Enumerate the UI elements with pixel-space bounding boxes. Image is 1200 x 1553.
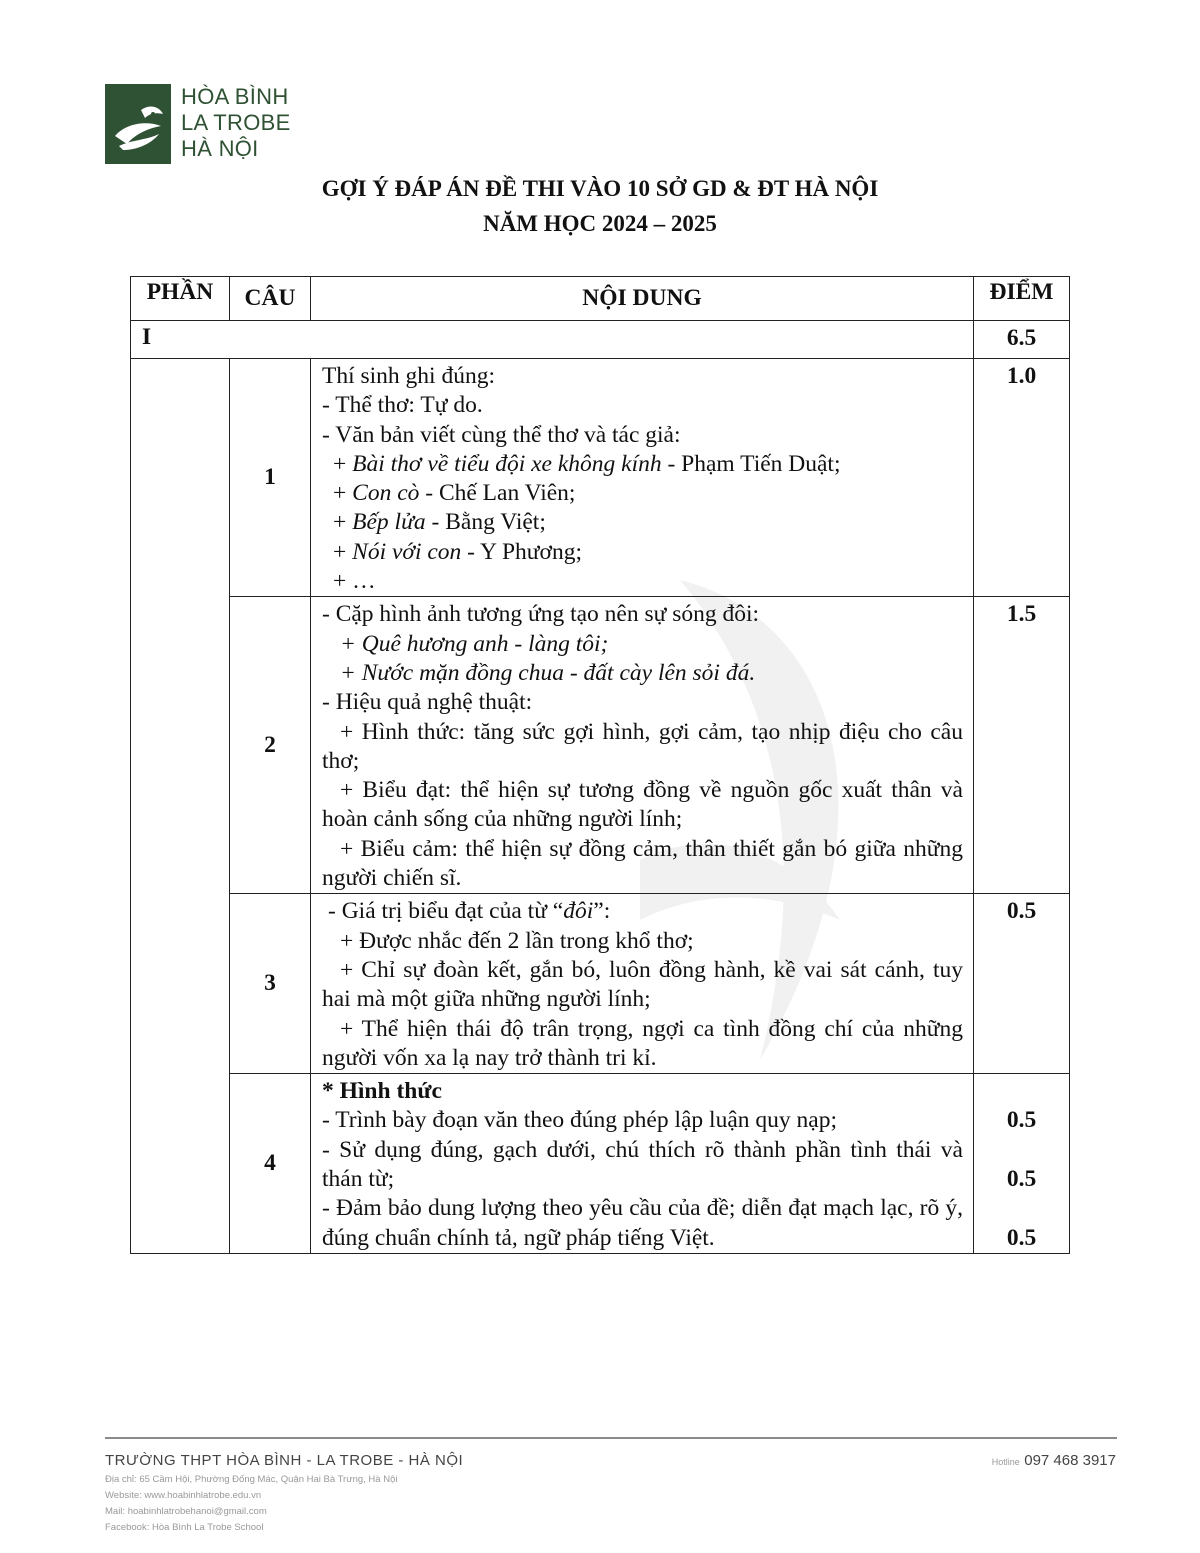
header-content: NỘI DUNG [311,277,974,321]
poem-image-pair: + Nước mặn đồng chua - đất cày lên sỏi đá. [340,659,756,686]
criteria-heading: * Hình thức [322,1078,442,1105]
question-number: 1 [230,359,311,597]
text-paragraph: + Chỉ sự đoàn kết, gắn bó, luôn đồng hành, kề vai sát cánh, tuy hai mà một giữa những người lính; [322,956,963,1013]
work-title: Nói với con [352,538,462,565]
footer-facebook: Facebook: Hòa Bình La Trobe School [105,1522,264,1533]
text-paragraph: + Biểu đạt: thể hiện sự tương đồng về nguồn gốc xuất thân và hoàn cảnh sống của những người lính; [322,777,963,833]
footer-hotline [992,1452,1116,1470]
text-line: - Hiệu quả nghệ thuật: [322,689,533,716]
author: - Phạm Tiến Duật; [661,450,841,477]
header-part: PHẦN [131,277,230,321]
author: - Y Phương; [461,538,582,565]
work-title: Bài thơ về tiểu đội xe không kính [352,450,662,477]
text-line: - Trình bày đoạn văn theo đúng phép lập luận quy nạp; [322,1107,837,1134]
text-line [322,630,963,659]
table-header-row [131,277,1070,321]
text-line: - Thể thơ: Tự do. [322,392,483,419]
text-paragraph: - Sử dụng đúng, gạch dưới, chú thích rõ thành phần tình thái và thán từ; [322,1136,963,1193]
text-paragraph: + Hình thức: tăng sức gợi hình, gợi cảm, tạo nhịp điệu cho câu thơ; [322,718,963,774]
answer-content [311,894,974,1074]
criteria-score-2: 0.5 [1006,1166,1037,1193]
criteria-score-1: 0.5 [1006,1107,1037,1134]
logo-line-2: LA TROBE [181,110,291,135]
answer-table [130,276,1070,1254]
logo-wordmark [181,84,291,162]
school-logo [105,84,320,164]
question-score: 0.5 [974,894,1070,1074]
question-number: 4 [230,1074,311,1254]
section-label: I [131,321,974,359]
footer [105,1452,463,1536]
text-paragraph: - Đảm bảo dung lượng theo yêu cầu của đề; diễn đạt mạch lạc, rõ ý, đúng chuẩn chính tả, ngữ pháp tiếng Việt. [322,1195,963,1251]
question-score: 1.5 [974,597,1070,894]
logo-line-3: HÀ NỘI [181,136,259,161]
author: - Bằng Việt; [425,509,546,536]
answer-content [311,597,974,894]
question-row-4 [131,1074,1070,1254]
text-part: - Giá trị biểu đạt của từ “ [328,898,564,925]
hotline-label: Hotline [991,1457,1020,1467]
question-number: 3 [230,894,311,1074]
question-score: 1.0 [974,359,1070,597]
text-line: - Văn bản viết cùng thể thơ và tác giả: [322,421,681,448]
section-row [131,321,1070,359]
text-line: + Con cò - Chế Lan Viên; [333,480,576,507]
text-line: + Được nhắc đến 2 lần trong khổ thơ; [340,927,694,954]
question-row-1 [131,359,1070,597]
text-line: + Bài thơ về tiểu đội xe không kính - Phạm Tiến Duật; [333,450,841,477]
text-line: - Cặp hình ảnh tương ứng tạo nên sự sóng đôi: [322,601,760,628]
answer-content [311,1074,974,1254]
text-line: + Bếp lửa - Bằng Việt; [333,509,546,536]
bird-logo-icon [105,84,171,164]
text-line [322,659,963,688]
hotline-number: 097 468 3917 [1024,1452,1116,1469]
question-row-3 [131,894,1070,1074]
text-part: ”: [593,898,611,925]
work-title: Bếp lửa [352,509,426,536]
footer-divider [105,1437,1117,1439]
work-title: Con cò [352,480,420,507]
document-title: GỢI Ý ĐÁP ÁN ĐỀ THI VÀO 10 SỞ GD & ĐT HÀ NỘI [321,176,879,201]
question-number: 2 [230,597,311,894]
footer-website: Website: www.hoabinhlatrobe.edu.vn [105,1490,262,1501]
text-paragraph: + Thể hiện thái độ trân trọng, ngợi ca tình đồng chí của những người vốn xa lạ nay trở thành tri kỉ. [322,1015,963,1071]
text-line: Thí sinh ghi đúng: [322,363,495,389]
part-cell [131,359,230,1254]
keyword: đôi [563,898,594,925]
criteria-score-3: 0.5 [1006,1224,1037,1251]
footer-address: Địa chỉ: 65 Cầm Hội, Phường Đống Mác, Quận Hai Bà Trưng, Hà Nội [105,1474,398,1485]
author: - Chế Lan Viên; [419,480,576,507]
text-paragraph: + Biểu cảm: thể hiện sự đồng cảm, thân thiết gắn bó giữa những người chiến sĩ. [322,835,963,892]
header-question: CÂU [230,277,311,321]
text-line: + Nói với con - Y Phương; [333,538,582,565]
footer-school-name: TRƯỜNG THPT HÒA BÌNH - LA TROBE - HÀ NỘI [105,1452,464,1469]
poem-image-pair: + Quê hương anh - làng tôi; [340,630,609,657]
question-scores [974,1074,1070,1254]
logo-line-1: HÒA BÌNH [181,84,289,109]
text-line: + … [333,568,376,595]
text-line [322,897,963,926]
question-row-2 [131,597,1070,894]
footer-mail: Mail: hoabinhlatrobehanoi@gmail.com [105,1506,267,1517]
answer-content [311,359,974,597]
header-score: ĐIỂM [974,277,1070,321]
document-subtitle: NĂM HỌC 2024 – 2025 [483,211,717,236]
section-score: 6.5 [974,321,1070,359]
